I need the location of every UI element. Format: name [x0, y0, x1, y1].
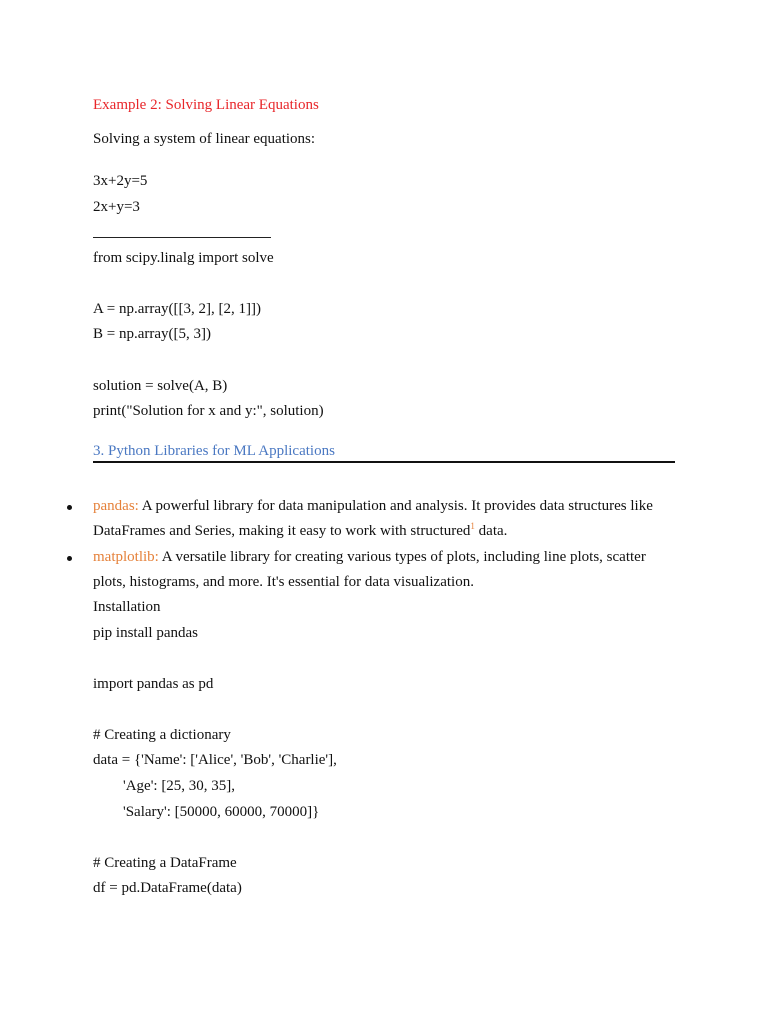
- bullet-pandas-line1: pandas: A powerful library for data manipulation and analysis. It provides data structures like: [93, 498, 653, 514]
- code-line: # Creating a dictionary: [93, 727, 231, 743]
- installation-label: Installation: [93, 599, 161, 615]
- code-line: import pandas as pd: [93, 676, 214, 692]
- code-line: B = np.array([5, 3]): [93, 326, 212, 342]
- code-line: solution = solve(A, B): [93, 378, 228, 394]
- code-line: print("Solution for x and y:", solution): [93, 403, 324, 419]
- bullet-dot: [67, 505, 72, 510]
- code-line: # Creating a DataFrame: [93, 855, 237, 871]
- install-command: pip install pandas: [93, 625, 198, 641]
- equation-2: 2x+y=3: [93, 199, 140, 215]
- separator-line: [93, 237, 271, 238]
- code-line: A = np.array([[3, 2], [2, 1]]): [93, 301, 261, 317]
- section-underline: [93, 461, 675, 463]
- example-heading: Example 2: Solving Linear Equations: [93, 97, 319, 113]
- code-line: 'Age': [25, 30, 35],: [93, 778, 236, 794]
- bullet-matplotlib-line1: matplotlib: A versatile library for creating various types of plots, including line plots, scatter: [93, 549, 646, 565]
- footnote-link[interactable]: 1: [470, 521, 475, 531]
- bullet-matplotlib-line2: plots, histograms, and more. It's essential for data visualization.: [93, 574, 474, 590]
- bullet-pandas-line2: DataFrames and Series, making it easy to work with structured$^1$ data.: [93, 521, 508, 539]
- equation-1: 3x+2y=5: [93, 173, 148, 189]
- code-line: from scipy.linalg import solve: [93, 250, 274, 266]
- section-heading: 3. Python Libraries for ML Applications: [93, 443, 335, 459]
- bullet-term: pandas:: [93, 498, 139, 514]
- bullet-dot: [67, 556, 72, 561]
- example-intro: Solving a system of linear equations:: [93, 131, 316, 147]
- bullet-term: matplotlib:: [93, 549, 159, 565]
- code-line: 'Salary': [50000, 60000, 70000]}: [93, 804, 320, 820]
- code-line: df = pd.DataFrame(data): [93, 880, 242, 896]
- code-line: data = {'Name': ['Alice', 'Bob', 'Charlie'],: [93, 752, 337, 768]
